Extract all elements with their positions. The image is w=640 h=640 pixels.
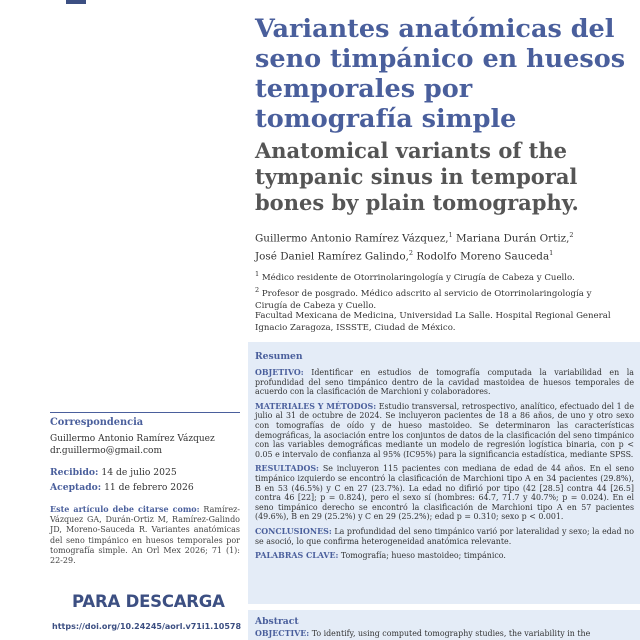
citation-label: Este artículo debe citarse como: [50, 504, 200, 514]
resumen-section [255, 527, 634, 546]
section-key: OBJETIVO: [255, 368, 304, 377]
section-key: PALABRAS CLAVE: [255, 551, 339, 561]
download-heading: PARA DESCARGA [72, 592, 225, 611]
abstract-box [248, 610, 640, 640]
author-affil-mark: 1 [549, 249, 554, 258]
doi-link[interactable]: https://doi.org/10.24245/aorl.v71i1.10578 [52, 622, 242, 631]
affiliation-mark: 1 [255, 270, 260, 278]
affiliation-1 [255, 268, 625, 284]
correspondence-block [50, 434, 240, 457]
resumen-section [255, 368, 634, 397]
section-key: CONCLUSIONES: [255, 526, 332, 536]
section-key: OBJECTIVE: [255, 629, 310, 638]
divider [50, 412, 240, 413]
author-affil-mark: 2 [569, 231, 574, 239]
author-affil-mark: 2 [408, 249, 414, 258]
resumen-section [255, 551, 634, 561]
article-info-column [50, 412, 240, 566]
author-name: José Daniel Ramírez Galindo, [255, 250, 409, 263]
section-text: Estudio transversal, retrospectivo, analítico, efectuado del 1 de julio al 31 de octubre de 2024. Se incluyeron pacientes de 18 a 86 años, de uno y otro sexo con tomografías de oído y de hueso mastoideo. Se determinaron las características demográficas, la asociación entre los conjuntos de datos de la clasificación del seno timpánico con las variables demográficas mediante un modelo de regresión logística binaria, con p < 0.05 e intervalo de confianza al 95% (IC95%) para la significancia estadística, mediante SPSS. [255, 401, 635, 459]
citation-text: Ramírez-Vázquez GA, Durán-Ortiz M, Ramírez-Galindo JD, Moreno-Sauceda R. Variantes anatómicas del seno timpánico en huesos temporales por tomografía simple. An Orl Mex 2026; 71 (1): 22-29. [50, 505, 240, 566]
section-key: RESULTADOS: [255, 464, 319, 474]
author-list [255, 228, 635, 265]
author-affil-mark: 1 [448, 231, 453, 239]
title-spanish: Variantes anatómicas del seno timpánico en huesos temporales por tomografía simple [255, 14, 626, 134]
affiliation-text: Profesor de posgrado. Médico adscrito al servicio de Otorrinolaringología y Cirugía de Cabeza y Cuello. [255, 288, 592, 311]
author-name: Guillermo Antonio Ramírez Vázquez, [255, 232, 449, 245]
section-text: La profundidad del seno timpánico varió por lateralidad y sexo; la edad no se asoció, lo que confirma heterogeneidad anatómica relevante. [255, 526, 634, 546]
journal-corner-mark [66, 0, 86, 4]
resumen-box [248, 342, 640, 604]
correspondence-label: Correspondencia [50, 417, 144, 428]
author-name: Mariana Durán Ortiz, [455, 232, 570, 245]
abstract-section [255, 629, 634, 639]
section-text: Tomografía; hueso mastoideo; timpánico. [340, 551, 506, 561]
resumen-section [255, 464, 634, 522]
dates-block [50, 465, 240, 495]
affiliation-2 [255, 284, 625, 312]
received-label: Recibido: [50, 467, 99, 478]
affiliation-mark: 2 [255, 286, 260, 294]
accepted-date: 11 de febrero 2026 [104, 482, 194, 493]
section-text: Identificar en estudios de tomografía computada la variabilidad en la profundidad del seno timpánico dentro de la cavidad mastoidea de huesos temporales de acuerdo con la clasificación de Marchioni y colaboradores. [255, 368, 634, 397]
resumen-heading: Resumen [255, 351, 303, 362]
citation-block [50, 504, 240, 566]
received-date: 14 de julio 2025 [101, 467, 177, 478]
accepted-label: Aceptado: [50, 482, 102, 493]
resumen-section [255, 402, 634, 460]
correspondence-email[interactable]: dr.guillermo@gmail.com [50, 445, 162, 456]
correspondence-name: Guillermo Antonio Ramírez Vázquez [50, 434, 215, 444]
section-key: MATERIALES Y MÉTODOS: [255, 401, 377, 411]
author-name: Rodolfo Moreno Sauceda [416, 250, 550, 263]
affiliation-text: Médico residente de Otorrinolaringología y Cirugía de Cabeza y Cuello. [261, 272, 575, 283]
title-english: Anatomical variants of the tympanic sinus in temporal bones by plain tomography. [255, 138, 579, 215]
abstract-heading: Abstract [255, 616, 299, 627]
institution: Facultad Mexicana de Medicina, Universidad La Salle. Hospital Regional General Ignacio Zaragoza, ISSSTE, Ciudad de México. [255, 311, 611, 333]
section-text: Se incluyeron 115 pacientes con mediana de edad de 44 años. En el seno timpánico izquierdo se encontró la clasificación de Marchioni tipo A en 34 pacientes (29.8%), B en 53 (46.5%) y C en 27 (23.7%). La edad no difirió por tipo (42 [28.5] contra 44 [26.5] contra 46 [22]; p = 0.824), pero el sexo sí (hombres: 64.7, 71.7 y 40.7%; p = 0.024). En el seno timpánico derecho se encontró la clasificación de Marchioni tipo A en 57 pacientes (49.6%), B en 29 (25.2%) y C en 29 (25.2%); edad p = 0.310; sexo p < 0.001. [255, 464, 634, 522]
section-text: To identify, using computed tomography studies, the variability in the [311, 629, 591, 638]
